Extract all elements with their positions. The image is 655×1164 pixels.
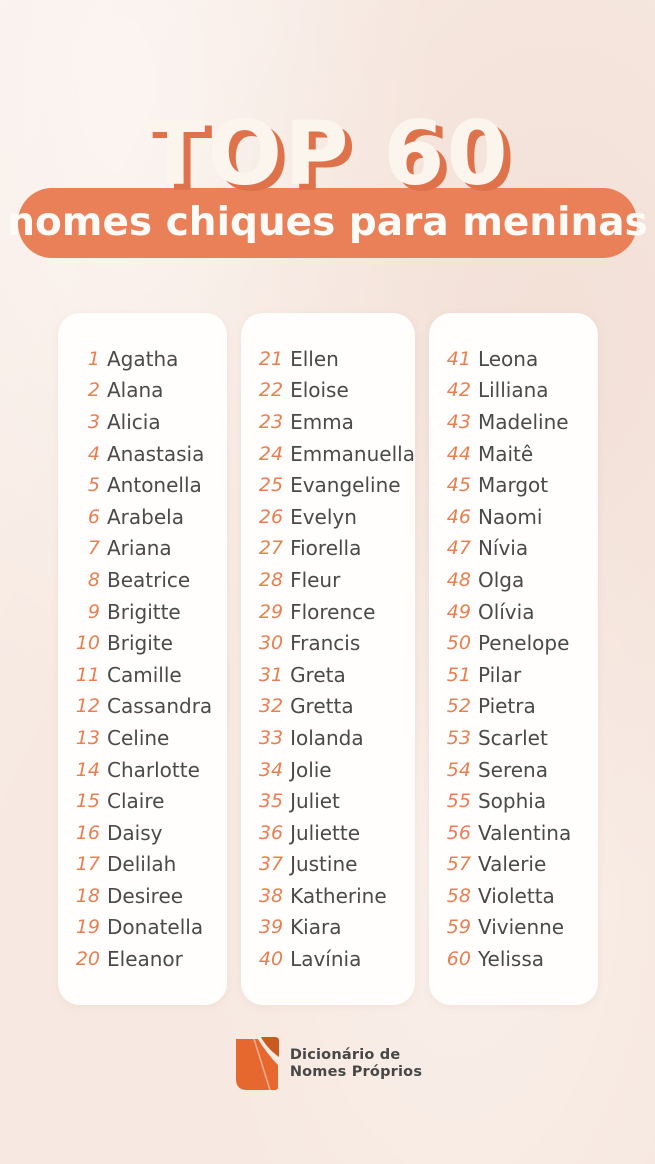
item-name: Camille xyxy=(107,662,182,687)
list-item xyxy=(241,564,415,596)
item-name: Yelissa xyxy=(477,947,545,972)
list-item xyxy=(58,754,227,786)
item-name: Donatella xyxy=(107,915,204,940)
list-item xyxy=(429,754,598,786)
list-item xyxy=(58,817,227,849)
item-name: Fleur xyxy=(290,567,341,592)
item-name: Fiorella xyxy=(290,536,362,561)
item-name: Violetta xyxy=(477,883,555,908)
item-number: 55 xyxy=(446,790,471,813)
list-item xyxy=(241,406,415,438)
item-number: 59 xyxy=(446,916,471,939)
dicionario-n-logo-icon xyxy=(233,1036,281,1092)
list-item xyxy=(58,533,227,565)
item-number: 9 xyxy=(87,600,100,623)
item-name: Justine xyxy=(290,852,358,877)
item-number: 24 xyxy=(258,442,284,465)
list-item xyxy=(429,469,598,501)
list-item xyxy=(58,596,227,628)
item-name: Celine xyxy=(107,725,170,750)
item-name: Jolie xyxy=(290,757,332,782)
list-item xyxy=(241,596,415,628)
item-number: 41 xyxy=(446,347,471,370)
item-name: Arabela xyxy=(107,504,184,529)
names-list xyxy=(58,313,598,1005)
list-item xyxy=(241,912,415,944)
item-number: 45 xyxy=(446,474,471,497)
list-item xyxy=(429,438,598,470)
item-number: 7 xyxy=(87,537,100,560)
item-number: 31 xyxy=(258,663,284,686)
item-number: 13 xyxy=(75,726,100,749)
list-item xyxy=(241,880,415,912)
item-name: Juliette xyxy=(290,820,361,845)
list-item xyxy=(241,849,415,881)
item-number: 27 xyxy=(258,537,284,560)
item-number: 47 xyxy=(446,537,471,560)
item-name: Gretta xyxy=(290,694,354,719)
item-number: 2 xyxy=(87,379,100,402)
item-name: Lavínia xyxy=(290,947,362,972)
item-name: Lilliana xyxy=(477,378,549,403)
item-name: Greta xyxy=(290,662,346,687)
item-name: Valerie xyxy=(477,852,547,877)
item-number: 3 xyxy=(87,410,100,433)
list-item xyxy=(429,564,598,596)
list-item xyxy=(429,501,598,533)
list-item xyxy=(429,880,598,912)
item-name: Francis xyxy=(290,631,361,656)
item-number: 49 xyxy=(446,600,471,623)
item-name: Ariana xyxy=(107,536,172,561)
item-name: Juliet xyxy=(290,789,340,814)
item-number: 42 xyxy=(446,379,471,402)
item-name: Serena xyxy=(477,757,548,782)
item-number: 32 xyxy=(258,695,284,718)
list-item xyxy=(58,722,227,754)
item-name: Margot xyxy=(477,473,549,498)
names-column-2 xyxy=(241,313,415,1005)
item-name: Alicia xyxy=(107,409,161,434)
list-item xyxy=(241,375,415,407)
list-item xyxy=(429,785,598,817)
list-item xyxy=(241,754,415,786)
list-item xyxy=(429,722,598,754)
item-number: 46 xyxy=(446,505,471,528)
item-name: Olívia xyxy=(477,599,535,624)
subtitle-label: nomes chiques para meninas xyxy=(7,199,648,245)
item-number: 50 xyxy=(446,632,471,655)
item-name: Evelyn xyxy=(290,504,357,529)
list-item xyxy=(241,943,415,975)
item-number: 1 xyxy=(87,347,100,370)
list-item xyxy=(429,596,598,628)
item-name: Valentina xyxy=(477,820,572,845)
names-column-1 xyxy=(58,313,227,1005)
item-name: Brigite xyxy=(107,631,173,656)
item-number: 44 xyxy=(446,442,471,465)
item-number: 22 xyxy=(258,379,284,402)
list-item xyxy=(241,817,415,849)
list-item xyxy=(58,564,227,596)
list-item xyxy=(58,406,227,438)
list-item xyxy=(58,469,227,501)
item-number: 19 xyxy=(75,916,100,939)
item-number: 21 xyxy=(258,347,284,370)
page-title: TOP 60 xyxy=(145,102,510,205)
item-name: Cassandra xyxy=(107,694,213,719)
item-number: 20 xyxy=(75,948,100,971)
item-name: Sophia xyxy=(477,789,547,814)
list-item xyxy=(58,501,227,533)
item-name: Eloise xyxy=(290,378,349,403)
list-item xyxy=(429,627,598,659)
list-item xyxy=(58,943,227,975)
item-number: 28 xyxy=(258,568,284,591)
item-name: Iolanda xyxy=(290,725,364,750)
item-number: 48 xyxy=(446,568,471,591)
item-name: Emma xyxy=(290,409,354,434)
list-item xyxy=(58,912,227,944)
item-number: 26 xyxy=(258,505,284,528)
list-item xyxy=(429,533,598,565)
item-name: Florence xyxy=(290,599,376,624)
item-number: 16 xyxy=(75,821,100,844)
item-number: 14 xyxy=(75,758,100,781)
list-item xyxy=(241,627,415,659)
item-number: 39 xyxy=(258,916,284,939)
item-name: Daisy xyxy=(107,820,163,845)
item-number: 38 xyxy=(258,884,284,907)
item-name: Alana xyxy=(107,378,164,403)
item-number: 33 xyxy=(258,726,284,749)
list-item xyxy=(58,627,227,659)
item-name: Claire xyxy=(107,789,165,814)
item-number: 4 xyxy=(87,442,100,465)
logo-wordmark xyxy=(290,1047,422,1081)
item-name: Leona xyxy=(477,346,539,371)
item-number: 56 xyxy=(446,821,471,844)
item-number: 6 xyxy=(87,505,100,528)
list-item xyxy=(429,912,598,944)
list-item xyxy=(58,375,227,407)
item-number: 35 xyxy=(258,790,284,813)
list-item xyxy=(429,943,598,975)
item-number: 8 xyxy=(87,568,100,591)
list-item xyxy=(241,785,415,817)
item-number: 40 xyxy=(258,948,284,971)
item-name: Katherine xyxy=(290,883,387,908)
item-name: Delilah xyxy=(107,852,177,877)
logo-line-1: Dicionário de xyxy=(289,1047,401,1063)
item-number: 34 xyxy=(258,758,284,781)
item-name: Madeline xyxy=(477,409,569,434)
item-number: 30 xyxy=(258,632,284,655)
logo-line-2: Nomes Próprios xyxy=(289,1064,423,1080)
item-number: 23 xyxy=(258,410,284,433)
list-item xyxy=(241,343,415,375)
item-name: Scarlet xyxy=(477,725,548,750)
names-column-3 xyxy=(429,313,598,1005)
list-item xyxy=(241,691,415,723)
item-number: 18 xyxy=(75,884,100,907)
item-name: Olga xyxy=(477,567,525,592)
list-item xyxy=(241,501,415,533)
item-name: Pietra xyxy=(477,694,536,719)
item-name: Antonella xyxy=(107,473,202,498)
item-number: 54 xyxy=(446,758,471,781)
list-item xyxy=(429,343,598,375)
item-name: Anastasia xyxy=(107,441,205,466)
item-number: 10 xyxy=(75,632,100,655)
list-item xyxy=(429,817,598,849)
item-name: Evangeline xyxy=(290,473,401,498)
item-name: Kiara xyxy=(290,915,342,940)
item-number: 12 xyxy=(75,695,100,718)
item-name: Charlotte xyxy=(107,757,200,782)
item-number: 25 xyxy=(258,474,284,497)
item-number: 43 xyxy=(446,410,471,433)
item-name: Nívia xyxy=(477,536,529,561)
item-name: Agatha xyxy=(107,346,179,371)
list-item xyxy=(241,438,415,470)
item-number: 17 xyxy=(75,853,100,876)
item-number: 60 xyxy=(446,948,471,971)
item-name: Ellen xyxy=(290,346,339,371)
list-item xyxy=(58,691,227,723)
list-item xyxy=(58,785,227,817)
list-item xyxy=(429,406,598,438)
list-item xyxy=(58,849,227,881)
list-item xyxy=(58,438,227,470)
item-name: Pilar xyxy=(477,662,522,687)
list-item xyxy=(241,469,415,501)
list-item xyxy=(429,691,598,723)
list-item xyxy=(58,343,227,375)
item-number: 29 xyxy=(258,600,284,623)
list-item xyxy=(429,849,598,881)
item-number: 36 xyxy=(258,821,284,844)
item-name: Brigitte xyxy=(107,599,181,624)
list-item xyxy=(58,659,227,691)
item-name: Vivienne xyxy=(477,915,565,940)
item-name: Penelope xyxy=(477,631,570,656)
list-item xyxy=(429,659,598,691)
item-name: Emmanuella xyxy=(290,441,415,466)
item-number: 58 xyxy=(446,884,471,907)
item-number: 11 xyxy=(75,663,100,686)
item-number: 53 xyxy=(446,726,471,749)
item-number: 57 xyxy=(446,853,471,876)
item-name: Eleanor xyxy=(107,947,183,972)
item-name: Maitê xyxy=(477,441,534,466)
item-number: 5 xyxy=(87,474,100,497)
item-number: 52 xyxy=(446,695,471,718)
list-item xyxy=(58,880,227,912)
list-item xyxy=(241,533,415,565)
item-name: Naomi xyxy=(477,504,543,529)
item-number: 51 xyxy=(446,663,471,686)
item-name: Beatrice xyxy=(107,567,191,592)
item-number: 37 xyxy=(258,853,284,876)
list-item xyxy=(241,722,415,754)
list-item xyxy=(241,659,415,691)
item-number: 15 xyxy=(75,790,100,813)
list-item xyxy=(429,375,598,407)
item-name: Desiree xyxy=(107,883,184,908)
footer-logo xyxy=(0,1036,655,1092)
